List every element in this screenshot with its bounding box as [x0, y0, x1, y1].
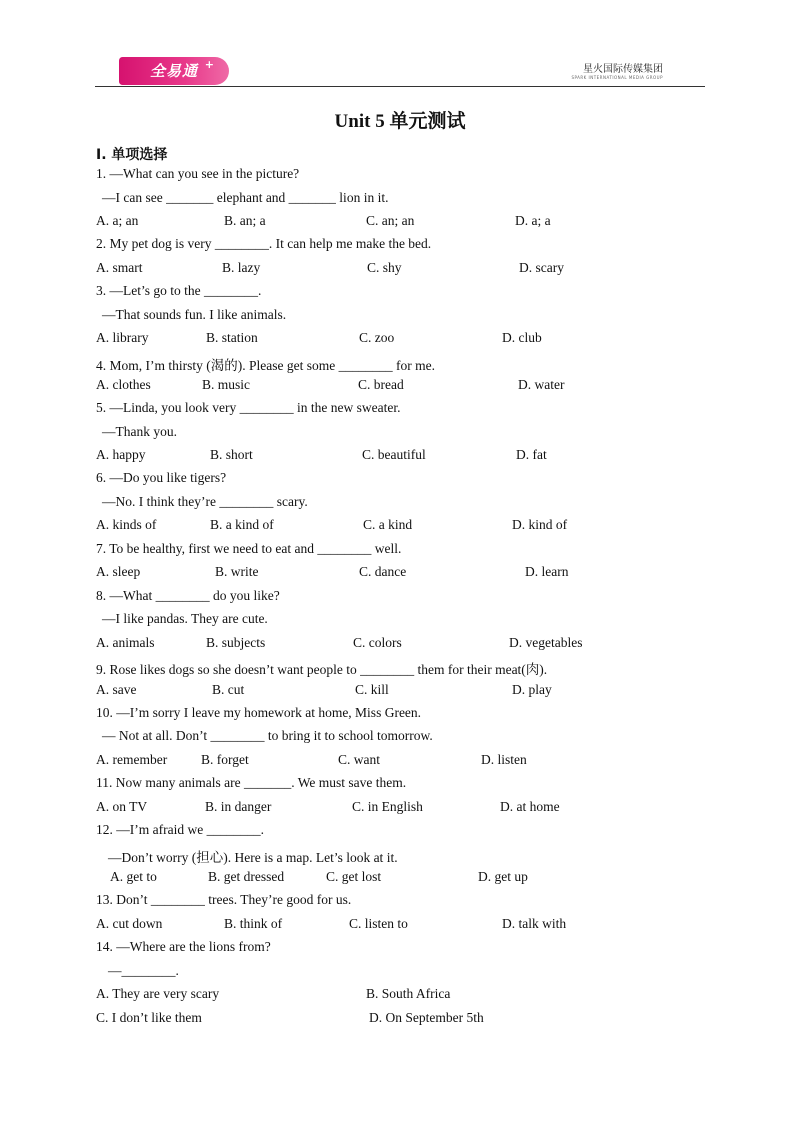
- question-14-stem: 14. —Where are the lions from?: [96, 939, 271, 954]
- question-4-option-a: A. clothes: [96, 377, 151, 392]
- question-11-option-c: C. in English: [352, 799, 423, 814]
- brand-logo-plus: +: [204, 58, 215, 71]
- question-10-stem: 10. —I’m sorry I leave my homework at home, Miss Green.: [96, 705, 422, 720]
- question-2-option-b: B. lazy: [222, 260, 261, 275]
- question-1-stem: 1. —What can you see in the picture?: [96, 166, 300, 181]
- question-2-option-a: A. smart: [96, 260, 143, 275]
- publisher-name-en: SPARK INTERNATIONAL MEDIA GROUP: [571, 75, 663, 80]
- question-6-option-a: A. kinds of: [96, 517, 157, 532]
- question-8-option-a: A. animals: [96, 635, 155, 650]
- question-10-dialogue: — Not at all. Don’t ________ to bring it to school tomorrow.: [102, 728, 433, 743]
- question-9-option-d: D. play: [512, 682, 552, 697]
- question-5-option-c: C. beautiful: [362, 447, 426, 462]
- question-12-option-d: D. get up: [478, 869, 528, 884]
- question-13-option-c: C. listen to: [349, 916, 408, 931]
- question-7-option-b: B. write: [215, 564, 259, 579]
- question-11-stem: 11. Now many animals are _______. We must save them.: [96, 775, 407, 790]
- question-12-option-c: C. get lost: [326, 869, 382, 884]
- question-14-option-a: A. They are very scary: [96, 986, 220, 1001]
- question-3-option-d: D. club: [502, 330, 542, 345]
- question-2-stem: 2. My pet dog is very ________. It can help me make the bed.: [96, 236, 432, 251]
- question-13-option-b: B. think of: [224, 916, 283, 931]
- question-1-option-a: A. a; an: [96, 213, 139, 228]
- question-1-option-b: B. an; a: [224, 213, 266, 228]
- question-3-stem: 3. —Let’s go to the ________.: [96, 283, 262, 298]
- question-13-option-d: D. talk with: [502, 916, 567, 931]
- question-5-option-b: B. short: [210, 447, 253, 462]
- question-14-option-c: C. I don’t like them: [96, 1010, 202, 1025]
- question-12-dialogue: —Don’t worry (担心). Here is a map. Let’s look at it.: [108, 850, 398, 865]
- question-9-option-a: A. save: [96, 682, 137, 697]
- question-9-stem: 9. Rose likes dogs so she doesn’t want people to ________ them for their meat(肉).: [96, 662, 548, 677]
- question-5-dialogue: —Thank you.: [102, 424, 177, 439]
- brand-logo-text: 全易通: [149, 62, 198, 80]
- question-6-dialogue: —No. I think they’re ________ scary.: [102, 494, 308, 509]
- page-title: Unit 5 单元测试: [334, 111, 466, 132]
- question-11-option-a: A. on TV: [96, 799, 148, 814]
- question-1-option-d: D. a; a: [515, 213, 551, 228]
- question-4-stem: 4. Mom, I’m thirsty (渴的). Please get some ________ for me.: [96, 358, 435, 373]
- publisher-name: 星火国际传媒集团: [583, 64, 663, 75]
- question-7-option-a: A. sleep: [96, 564, 141, 579]
- question-8-option-b: B. subjects: [206, 635, 266, 650]
- brand-logo: [119, 57, 229, 85]
- question-11-option-b: B. in danger: [205, 799, 272, 814]
- question-7-stem: 7. To be healthy, first we need to eat and ________ well.: [96, 541, 402, 556]
- question-12-stem: 12. —I’m afraid we ________.: [96, 822, 264, 837]
- question-8-option-c: C. colors: [353, 635, 402, 650]
- question-10-option-d: D. listen: [481, 752, 527, 767]
- question-12-option-a: A. get to: [110, 869, 157, 884]
- question-10-option-c: C. want: [338, 752, 380, 767]
- question-3-dialogue: —That sounds fun. I like animals.: [102, 307, 287, 322]
- question-1-dialogue: —I can see _______ elephant and _______ lion in it.: [102, 190, 389, 205]
- question-14-option-b: B. South Africa: [366, 986, 451, 1001]
- question-10-option-b: B. forget: [201, 752, 249, 767]
- question-12-option-b: B. get dressed: [208, 869, 285, 884]
- question-4-option-d: D. water: [518, 377, 565, 392]
- question-14-option-d: D. On September 5th: [369, 1010, 484, 1025]
- question-8-option-d: D. vegetables: [509, 635, 583, 650]
- question-6-option-d: D. kind of: [512, 517, 568, 532]
- question-1-option-c: C. an; an: [366, 213, 415, 228]
- question-2-option-c: C. shy: [367, 260, 402, 275]
- question-8-stem: 8. —What ________ do you like?: [96, 588, 280, 603]
- question-8-dialogue: —I like pandas. They are cute.: [102, 611, 268, 626]
- header-divider: [95, 86, 705, 87]
- question-13-option-a: A. cut down: [96, 916, 163, 931]
- question-5-stem: 5. —Linda, you look very ________ in the new sweater.: [96, 400, 401, 415]
- question-6-stem: 6. —Do you like tigers?: [96, 470, 227, 485]
- question-9-option-b: B. cut: [212, 682, 245, 697]
- section-heading: Ⅰ. 单项选择: [96, 147, 168, 163]
- question-6-option-b: B. a kind of: [210, 517, 274, 532]
- question-10-option-a: A. remember: [96, 752, 168, 767]
- question-5-option-a: A. happy: [96, 447, 146, 462]
- question-5-option-d: D. fat: [516, 447, 547, 462]
- question-9-option-c: C. kill: [355, 682, 389, 697]
- question-13-stem: 13. Don’t ________ trees. They’re good for us.: [96, 892, 352, 907]
- question-3-option-b: B. station: [206, 330, 258, 345]
- question-6-option-c: C. a kind: [363, 517, 413, 532]
- question-3-option-c: C. zoo: [359, 330, 395, 345]
- question-7-option-c: C. dance: [359, 564, 407, 579]
- question-3-option-a: A. library: [96, 330, 149, 345]
- publisher-mark: [571, 60, 663, 80]
- question-7-option-d: D. learn: [525, 564, 569, 579]
- question-11-option-d: D. at home: [500, 799, 560, 814]
- question-14-dialogue: —________.: [108, 963, 179, 978]
- page-header: [95, 52, 705, 88]
- question-2-option-d: D. scary: [519, 260, 564, 275]
- question-4-option-c: C. bread: [358, 377, 404, 392]
- question-4-option-b: B. music: [202, 377, 251, 392]
